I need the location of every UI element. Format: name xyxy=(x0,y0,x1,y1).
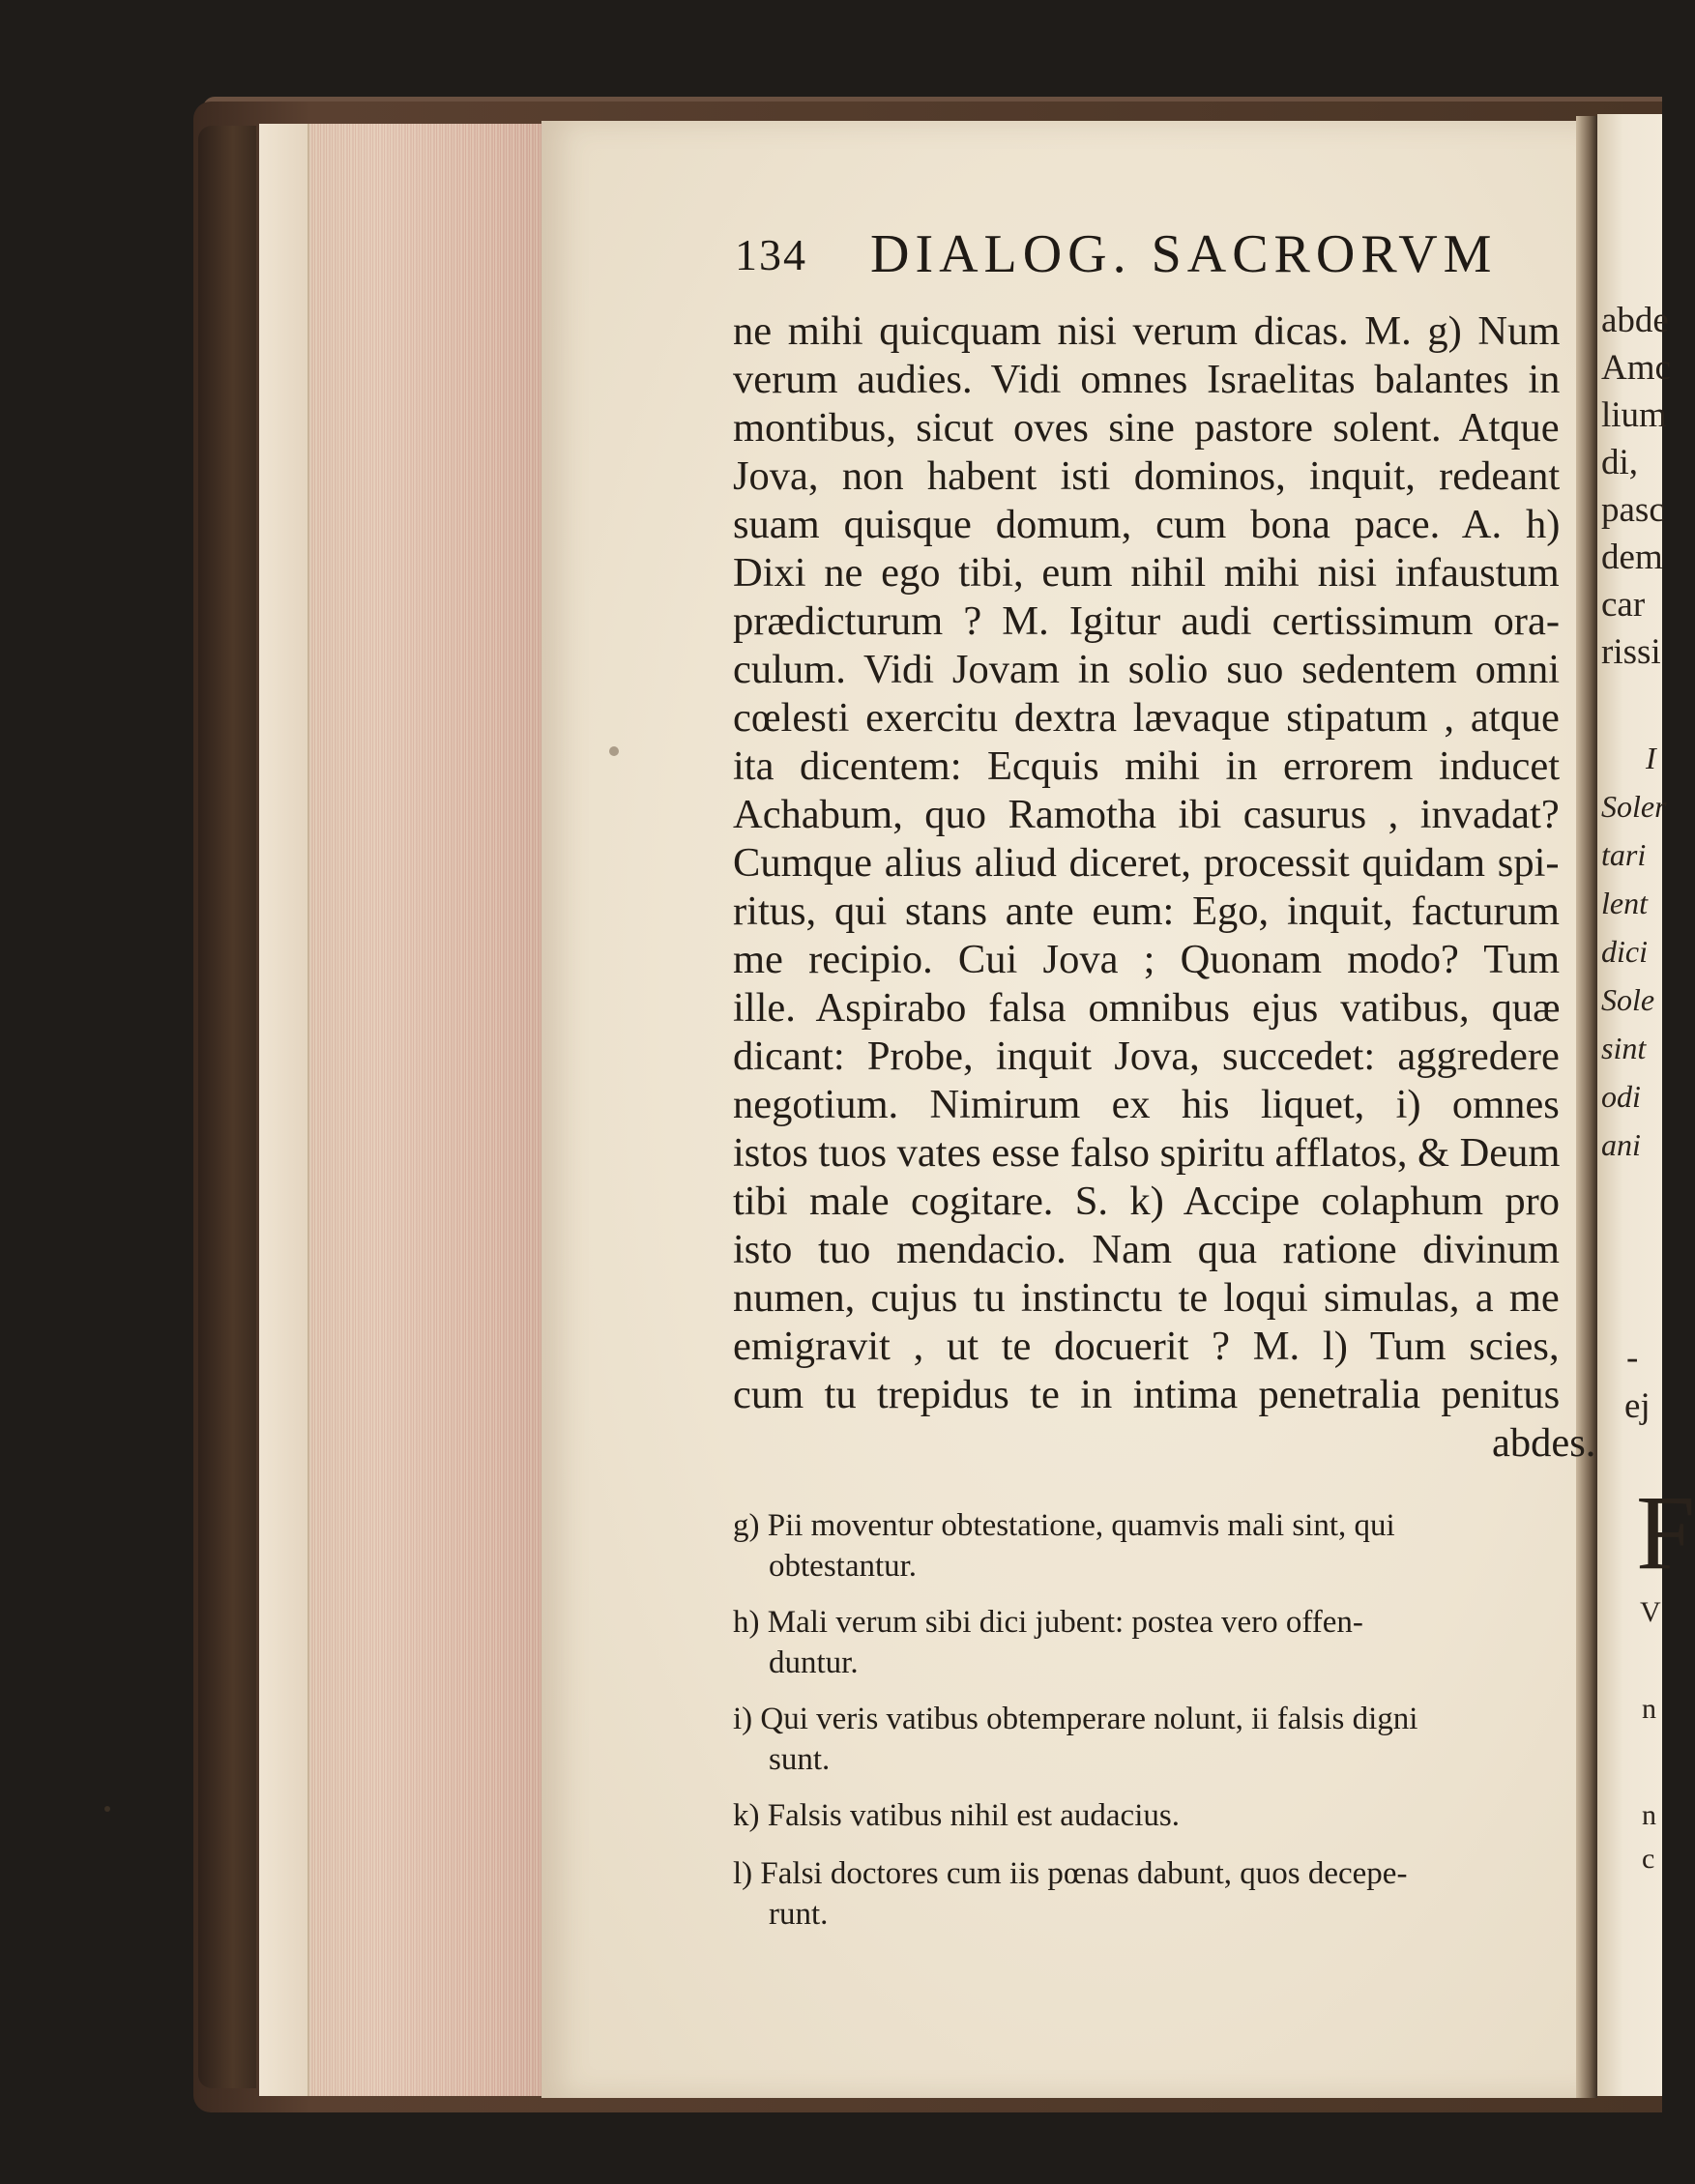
facing-text: ej xyxy=(1624,1386,1651,1426)
facing-text: I xyxy=(1646,741,1656,775)
facing-text: lium xyxy=(1601,395,1667,435)
facing-text: sint xyxy=(1601,1031,1647,1065)
footnote-line: l) Falsi doctores cum iis pœnas dabunt, quos decepe- xyxy=(733,1856,1408,1891)
facing-text: lent xyxy=(1601,886,1648,920)
facing-text: pasc xyxy=(1601,490,1665,530)
footnote-line: h) Mali verum sibi dici jubent: postea vero offen- xyxy=(733,1605,1363,1640)
body-line: cum tu trepidus te in intima penetralia penitus xyxy=(733,1372,1561,1417)
dust-spot xyxy=(104,1806,110,1812)
facing-text: - xyxy=(1626,1338,1639,1378)
body-line: istos tuos vates esse falso spiritu afflatos, & Deum xyxy=(733,1130,1561,1176)
footnote-line: g) Pii moventur obtestatione, quamvis mali sint, qui xyxy=(733,1508,1395,1543)
footnote-line: k) Falsis vatibus nihil est audacius. xyxy=(733,1798,1180,1833)
facing-text: dici xyxy=(1601,934,1648,969)
facing-text: Sole xyxy=(1601,982,1655,1017)
facing-text: tari xyxy=(1601,837,1647,872)
running-head: DIALOG. SACRORVM xyxy=(870,224,1498,284)
facing-text: car xyxy=(1601,585,1646,625)
body-line: numen, cujus tu instinctu te loqui simulas, a me xyxy=(733,1275,1560,1321)
facing-text: abde xyxy=(1601,301,1669,340)
body-line: ita dicentem: Ecquis mihi in errorem inducet xyxy=(733,743,1561,789)
ink-smudge xyxy=(609,746,619,756)
body-line: culum. Vidi Jovam in solio suo sedentem omni xyxy=(733,647,1561,692)
body-line: Achabum, quo Ramotha ibi casurus , invadat? xyxy=(733,792,1560,837)
body-line: Jova, non habent isti dominos, inquit, redeant xyxy=(733,453,1561,499)
facing-text: V xyxy=(1640,1596,1661,1628)
facing-text: Soler xyxy=(1601,789,1667,824)
body-line: suam quisque domum, cum bona pace. A. h) xyxy=(733,502,1561,547)
body-line: montibus, sicut oves sine pastore solent. Atque xyxy=(733,405,1560,451)
body-line: isto tuo mendacio. Nam qua ratione divinum xyxy=(733,1227,1560,1272)
facing-page-sliver xyxy=(1597,114,1695,2096)
page-header xyxy=(735,218,1566,285)
facing-text: Amc xyxy=(1601,348,1671,388)
body-line: emigravit , ut te docuerit ? M. l) Tum scies, xyxy=(733,1324,1560,1369)
body-line: negotium. Nimirum ex his liquet, i) omnes xyxy=(733,1082,1560,1127)
body-line: me recipio. Cui Jova ; Quonam modo? Tum xyxy=(733,937,1561,982)
footnote-line: obtestantur. xyxy=(769,1549,918,1584)
body-line: prædicturum ? M. Igitur audi certissimum ora- xyxy=(733,598,1560,644)
page-block-left-edge xyxy=(259,124,309,2096)
body-line: ille. Aspirabo falsa omnibus ejus vatibus, quæ xyxy=(733,985,1561,1031)
body-line: tibi male cogitare. S. k) Accipe colaphum pro xyxy=(733,1179,1561,1224)
footnote-line: duntur. xyxy=(769,1645,859,1680)
facing-text: F xyxy=(1636,1473,1695,1591)
footnote-line: runt. xyxy=(769,1897,829,1932)
facing-text: rissi xyxy=(1601,632,1661,672)
facing-text: di, xyxy=(1601,443,1639,482)
facing-text: c xyxy=(1642,1843,1655,1875)
book-spine-edge xyxy=(198,126,256,2088)
facing-text: ani xyxy=(1601,1127,1641,1162)
facing-text: n xyxy=(1642,1799,1656,1831)
body-line: dicant: Probe, inquit Jova, succedet: aggredere xyxy=(733,1034,1560,1079)
body-line: ritus, qui stans ante eum: Ego, inquit, facturum xyxy=(733,888,1560,934)
body-line: Dixi ne ego tibi, eum nihil mihi nisi infaustum xyxy=(733,550,1560,596)
facing-text: n xyxy=(1642,1693,1656,1725)
page-number: 134 xyxy=(735,230,807,279)
footnote-line: sunt. xyxy=(769,1742,831,1777)
body-line: ne mihi quicquam nisi verum dicas. M. g) Num xyxy=(733,308,1561,354)
book-gutter xyxy=(1576,116,1597,2098)
body-line: cœlesti exercitu dextra lævaque stipatum , atque xyxy=(733,695,1560,741)
body-line: verum audies. Vidi omnes Israelitas balantes in xyxy=(733,357,1561,402)
facing-text: odi xyxy=(1601,1079,1641,1114)
facing-text: dem xyxy=(1601,538,1663,577)
footnote-line: i) Qui veris vatibus obtemperare nolunt, ii falsis digni xyxy=(733,1702,1418,1736)
body-line: Cumque alius aliud diceret, processit quidam spi- xyxy=(733,840,1560,886)
body-line: abdes. xyxy=(1492,1420,1596,1466)
